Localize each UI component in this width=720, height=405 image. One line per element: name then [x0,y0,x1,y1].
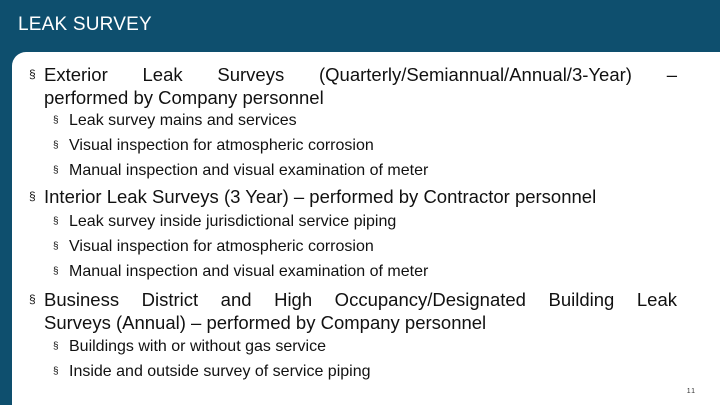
bullet-text-line1: Business District and High Occupancy/Designated Building Leak [44,289,677,310]
subbullet-text: Inside and outside survey of service piping [69,363,371,380]
page-number: 11 [686,388,696,395]
bullet-marker: § [53,366,59,377]
bullet-business-district-surveys-cont [29,311,677,334]
subbullet-text: Visual inspection for atmospheric corrosion [69,238,374,255]
subbullet-text: Leak survey inside jurisdictional service piping [69,213,397,230]
bullet-marker: § [53,140,59,151]
subbullet [53,161,673,181]
bullet-marker: § [53,216,59,227]
subbullet [53,136,673,156]
subbullet [53,212,673,232]
subbullet-text: Leak survey mains and services [69,112,297,129]
bullet-marker: § [53,165,59,176]
bullet-marker: § [53,241,59,252]
bullet-exterior-leak-surveys-cont [29,86,677,109]
subbullet-text: Manual inspection and visual examination of meter [69,263,429,280]
bullet-marker: § [29,189,36,203]
bullet-text-line2: performed by Company personnel [44,87,324,108]
subbullet-text: Visual inspection for atmospheric corrosion [69,137,374,154]
bullet-marker: § [53,341,59,352]
bullet-marker: § [29,67,36,81]
slide-title: LEAK SURVEY [18,14,152,35]
bullet-text-line1: Interior Leak Surveys (3 Year) – performed by Contractor personnel [44,186,597,207]
bullet-text-line2: Surveys (Annual) – performed by Company personnel [44,312,487,333]
subbullet [53,111,673,131]
subbullet [53,337,673,357]
subbullet [53,362,673,382]
bullet-exterior-leak-surveys [29,63,677,86]
bullet-list [12,52,720,405]
subbullet [53,262,673,282]
subbullet [53,237,673,257]
subbullet-text: Buildings with or without gas service [69,338,327,355]
subbullet-text: Manual inspection and visual examination of meter [69,162,429,179]
bullet-marker: § [53,115,59,126]
bullet-text-line1: Exterior Leak Surveys (Quarterly/Semiannual/Annual/3-Year) – [44,64,677,85]
bullet-business-district-surveys [29,288,677,311]
bullet-marker: § [29,292,36,306]
bullet-interior-leak-surveys [29,185,677,208]
content-panel [12,52,720,405]
bullet-marker: § [53,266,59,277]
